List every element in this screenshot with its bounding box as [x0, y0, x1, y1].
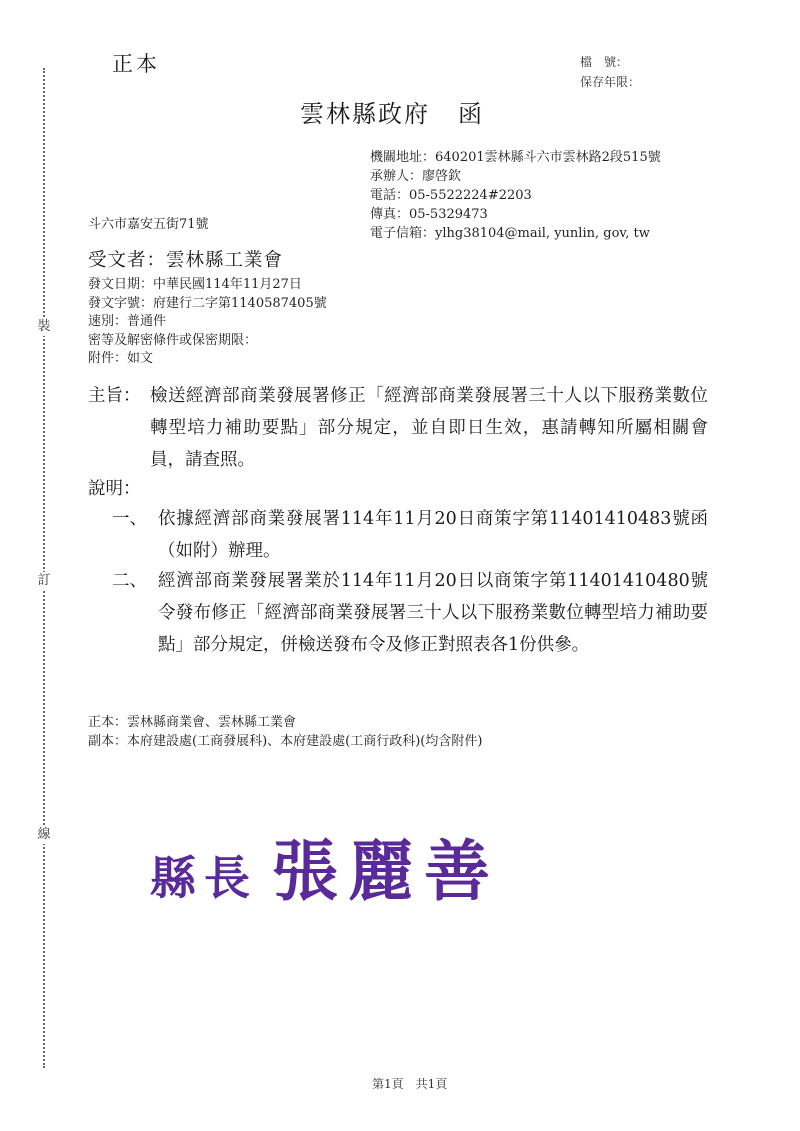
item-number: 二、: [112, 571, 147, 591]
distribution-block: [88, 713, 482, 751]
fax: 傳真：05-5329473: [370, 207, 488, 222]
copy-recipients: 副本：本府建設處(工商發展科)、本府建設處(工商行政科)(均含附件): [88, 734, 483, 749]
document-type: 函: [458, 100, 484, 128]
file-meta: [580, 52, 640, 92]
secrecy: 密等及解密條件或保密期限：: [88, 332, 258, 348]
explanation-label: 說明：: [88, 479, 141, 499]
urgency: 速別：普通件: [88, 314, 167, 329]
contact-block: [370, 148, 661, 243]
binding-mark-xian: 線: [35, 826, 53, 844]
attachment: 附件：如文: [88, 351, 154, 366]
issue-date: 發文日期：中華民國114年11月27日: [88, 277, 302, 292]
item-text: 經濟部商業發展署業於114年11月20日以商策字第11401410480號令發布修正「經濟部商業發展署三十人以下服務業數位轉型培力補助要點」部分規定，併檢送發布令及修正對照表各1份供參。: [158, 571, 708, 655]
signature-title: 縣長: [150, 851, 258, 905]
subject-text: 檢送經濟部商業發展署修正「經濟部商業發展署三十人以下服務業數位轉型培力補助要點」部分規定，並自即日生效，惠請轉知所屬相關會員，請查照。: [150, 386, 708, 470]
page-number: 第1頁 共1頁: [372, 1077, 448, 1091]
explanation-item: [112, 565, 708, 661]
binding-line: [43, 68, 45, 1068]
explanation-item: [112, 503, 708, 567]
magistrate-signature-stamp: [150, 818, 500, 913]
subject-section: [88, 380, 708, 476]
recipient-address: 斗六市嘉安五街71號: [88, 217, 209, 232]
binding-mark-ding: 訂: [35, 572, 53, 590]
document-title: [300, 94, 484, 129]
handler: 承辦人：廖啓欽: [370, 169, 462, 184]
agency-address: 機關地址：640201雲林縣斗六市雲林路2段515號: [370, 150, 661, 165]
document-number: 發文字號：府建行二字第1140587405號: [88, 295, 327, 311]
phone: 電話：05-5522224#2203: [370, 188, 532, 203]
agency-name: 雲林縣政府: [300, 100, 430, 128]
signature-name: 張麗善: [272, 832, 500, 910]
subject-label: 主旨：: [88, 386, 141, 406]
item-text: 依據經濟部商業發展署114年11月20日商策字第11401410483號函（如附）辦理。: [158, 509, 708, 561]
item-number: 一、: [112, 509, 147, 529]
recipient: 受文者：雲林縣工業會: [88, 250, 284, 271]
email: 電子信箱：ylhg38104@mail, yunlin, gov, tw: [370, 226, 650, 241]
original-recipients: 正本：雲林縣商業會、雲林縣工業會: [88, 715, 297, 730]
document-meta: [88, 276, 327, 369]
binding-mark-zhuang: 裝: [35, 318, 53, 336]
file-number-label: 檔 號：: [580, 55, 629, 69]
copy-type-label: 正本: [112, 52, 160, 76]
retention-label: 保存年限：: [580, 75, 641, 89]
